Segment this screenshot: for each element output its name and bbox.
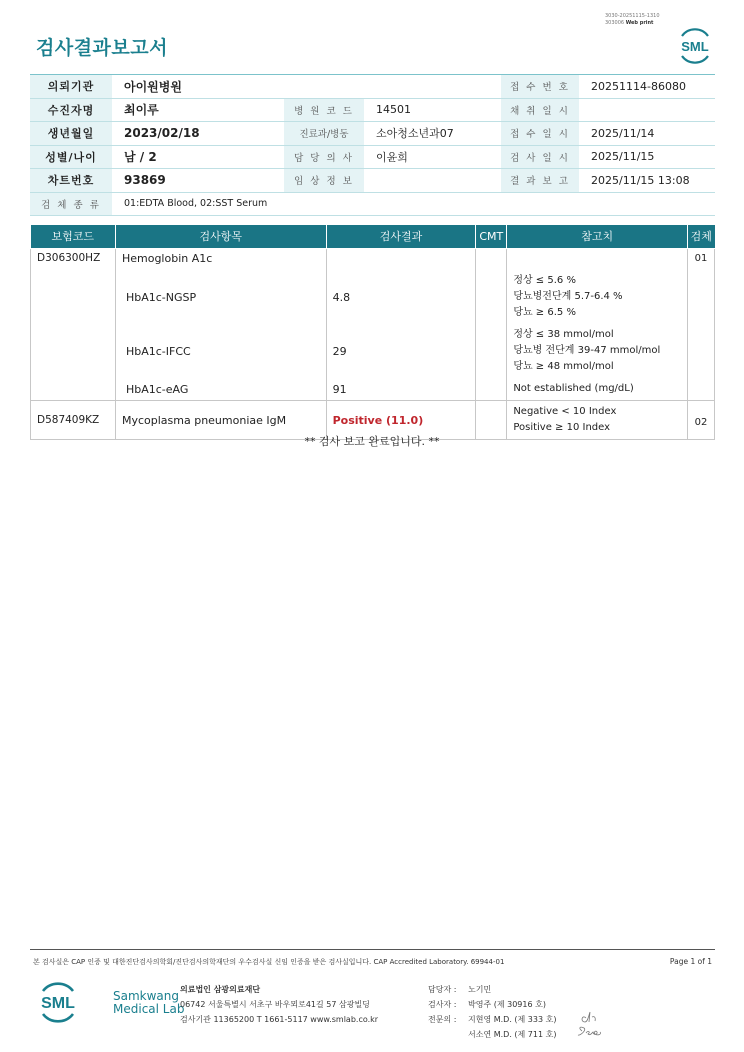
- mycoplasma-specimen: 02: [688, 401, 715, 440]
- table-row: [31, 248, 715, 270]
- print-meta-label: Web print: [625, 20, 654, 26]
- ifcc-name: HbA1c-IFCC: [115, 324, 326, 378]
- info-row: [30, 192, 715, 216]
- org-contact: 검사기관 11365200 T 1661-5117 www.smlab.co.kr: [180, 1015, 379, 1024]
- page-number: Page 1 of 1: [669, 957, 712, 966]
- results-header-row: [31, 225, 715, 248]
- ifcc-ref-pre: 당뇨병 전단계 39-47 mmol/mol: [513, 345, 661, 356]
- hba1c-code: D306300HZ: [31, 248, 116, 270]
- collection-date: [579, 98, 715, 122]
- sex-age: 남 / 2: [112, 145, 284, 169]
- patient-name-label: 수진자명: [30, 98, 112, 122]
- specialist-2: 서소연 M.D. (제 711 호): [468, 1030, 557, 1039]
- col-cmt: CMT: [476, 225, 507, 248]
- ifcc-ref-diabetes: 당뇨 ≥ 48 mmol/mol: [513, 361, 614, 372]
- completion-note: ** 검사 보고 완료입니다. **: [304, 435, 440, 448]
- staff-info: [428, 982, 556, 1042]
- ngsp-ref-normal: 정상 ≤ 5.6 %: [513, 275, 576, 286]
- table-row: [31, 378, 715, 401]
- dept-label: 진료과/병동: [284, 122, 364, 146]
- info-row: [30, 145, 715, 169]
- print-meta: [605, 13, 660, 27]
- table-row: [31, 270, 715, 324]
- info-row: [30, 98, 715, 122]
- footer-divider: [30, 949, 715, 950]
- chart-no-label: 차트번호: [30, 169, 112, 193]
- patient-name: 최이루: [112, 98, 284, 122]
- col-reference: 참고치: [507, 225, 688, 248]
- eag-value: 91: [326, 378, 476, 401]
- test-date-label: 검 사 일 시: [501, 145, 579, 169]
- col-result: 검사결과: [326, 225, 476, 248]
- tester: 박영주 (제 30916 호): [468, 1000, 546, 1009]
- ifcc-reference: [507, 324, 688, 378]
- ngsp-ref-diabetes: 당뇨 ≥ 6.5 %: [513, 307, 576, 318]
- report-date-label: 결 과 보 고: [501, 169, 579, 193]
- results-table: [30, 225, 715, 440]
- footer-logo-text: SML: [41, 995, 75, 1012]
- doctor-label: 담 당 의 사: [284, 145, 364, 169]
- col-insurance-code: 보험코드: [31, 225, 116, 248]
- org-info: [180, 982, 378, 1027]
- ngsp-value: 4.8: [326, 270, 476, 324]
- receipt-no-label: 접 수 번 호: [501, 75, 579, 99]
- table-row: [31, 324, 715, 378]
- mycoplasma-ref-positive: Positive ≥ 10 Index: [513, 422, 611, 433]
- col-specimen: 검체: [688, 225, 715, 248]
- ngsp-ref-pre: 당뇨병전단계 5.7-6.4 %: [513, 291, 623, 302]
- print-meta-code: 303006: [605, 20, 625, 26]
- brand-line1: Samkwang: [113, 989, 179, 1003]
- mycoplasma-ref-negative: Negative < 10 Index: [513, 406, 617, 417]
- mycoplasma-name: Mycoplasma pneumoniae IgM: [115, 401, 326, 440]
- manager-label: 담당자 :: [428, 985, 457, 994]
- clinical-info: [364, 169, 501, 193]
- clinical-info-label: 임 상 정 보: [284, 169, 364, 193]
- hba1c-specimen: 01: [688, 248, 715, 270]
- info-row: [30, 169, 715, 193]
- mycoplasma-code: D587409KZ: [31, 401, 116, 440]
- collection-date-label: 채 취 일 시: [501, 98, 579, 122]
- info-row: [30, 122, 715, 146]
- doctor: 이윤희: [364, 145, 501, 169]
- specialist-1: 지현영 M.D. (제 333 호): [468, 1015, 557, 1024]
- eag-reference: Not established (mg/dL): [507, 378, 688, 401]
- birth: 2023/02/18: [112, 122, 284, 146]
- col-test-item: 검사항목: [115, 225, 326, 248]
- info-row: [30, 75, 715, 99]
- ifcc-value: 29: [326, 324, 476, 378]
- requesting-org: 아이원병원: [112, 75, 501, 99]
- print-meta-line1: 3030-20251115-1310: [605, 13, 660, 19]
- specialist-label: 전문의 :: [428, 1015, 457, 1024]
- chart-no: 93869: [112, 169, 284, 193]
- specimen-label: 검 체 종 류: [30, 192, 112, 216]
- eag-name: HbA1c-eAG: [115, 378, 326, 401]
- page-title: 검사결과보고서: [36, 37, 168, 59]
- manager: 노기민: [468, 985, 492, 994]
- birth-label: 생년월일: [30, 122, 112, 146]
- ngsp-name: HbA1c-NGSP: [115, 270, 326, 324]
- org-name: 의료법인 삼광의료재단: [180, 985, 261, 994]
- signature-image: [576, 1008, 610, 1043]
- tester-label: 검사자 :: [428, 1000, 457, 1009]
- report-date: 2025/11/15 13:08: [579, 169, 715, 193]
- sex-age-label: 성별/나이: [30, 145, 112, 169]
- sml-logo-footer: [36, 980, 80, 1027]
- patient-info-table: [30, 74, 715, 216]
- hospital-code-label: 병 원 코 드: [284, 98, 364, 122]
- specimen-type: 01:EDTA Blood, 02:SST Serum: [112, 192, 715, 216]
- receipt-no: 20251114-86080: [579, 75, 715, 99]
- receipt-date-label: 접 수 일 시: [501, 122, 579, 146]
- test-date: 2025/11/15: [579, 145, 715, 169]
- hba1c-name: Hemoglobin A1c: [115, 248, 326, 270]
- requesting-org-label: 의뢰기관: [30, 75, 112, 99]
- cert-note: 본 검사실은 CAP 인증 및 대한진단검사의학회/진단검사의학재단의 우수검사실 신임 인증을 받은 검사실입니다. CAP Accredited Laboratory. 69944-01: [33, 958, 505, 966]
- sml-logo-text: SML: [681, 39, 709, 54]
- hospital-code: 14501: [364, 98, 501, 122]
- receipt-date: 2025/11/14: [579, 122, 715, 146]
- sml-logo-top: [676, 27, 714, 68]
- brand-name: [113, 990, 184, 1016]
- dept: 소아청소년과07: [364, 122, 501, 146]
- org-address: 06742 서울특별시 서초구 바우뫼로41길 57 삼광빌딩: [180, 1000, 370, 1009]
- mycoplasma-value: Positive (11.0): [326, 401, 476, 440]
- brand-line2: Medical Lab: [113, 1002, 185, 1016]
- ngsp-reference: [507, 270, 688, 324]
- ifcc-ref-normal: 정상 ≤ 38 mmol/mol: [513, 329, 614, 340]
